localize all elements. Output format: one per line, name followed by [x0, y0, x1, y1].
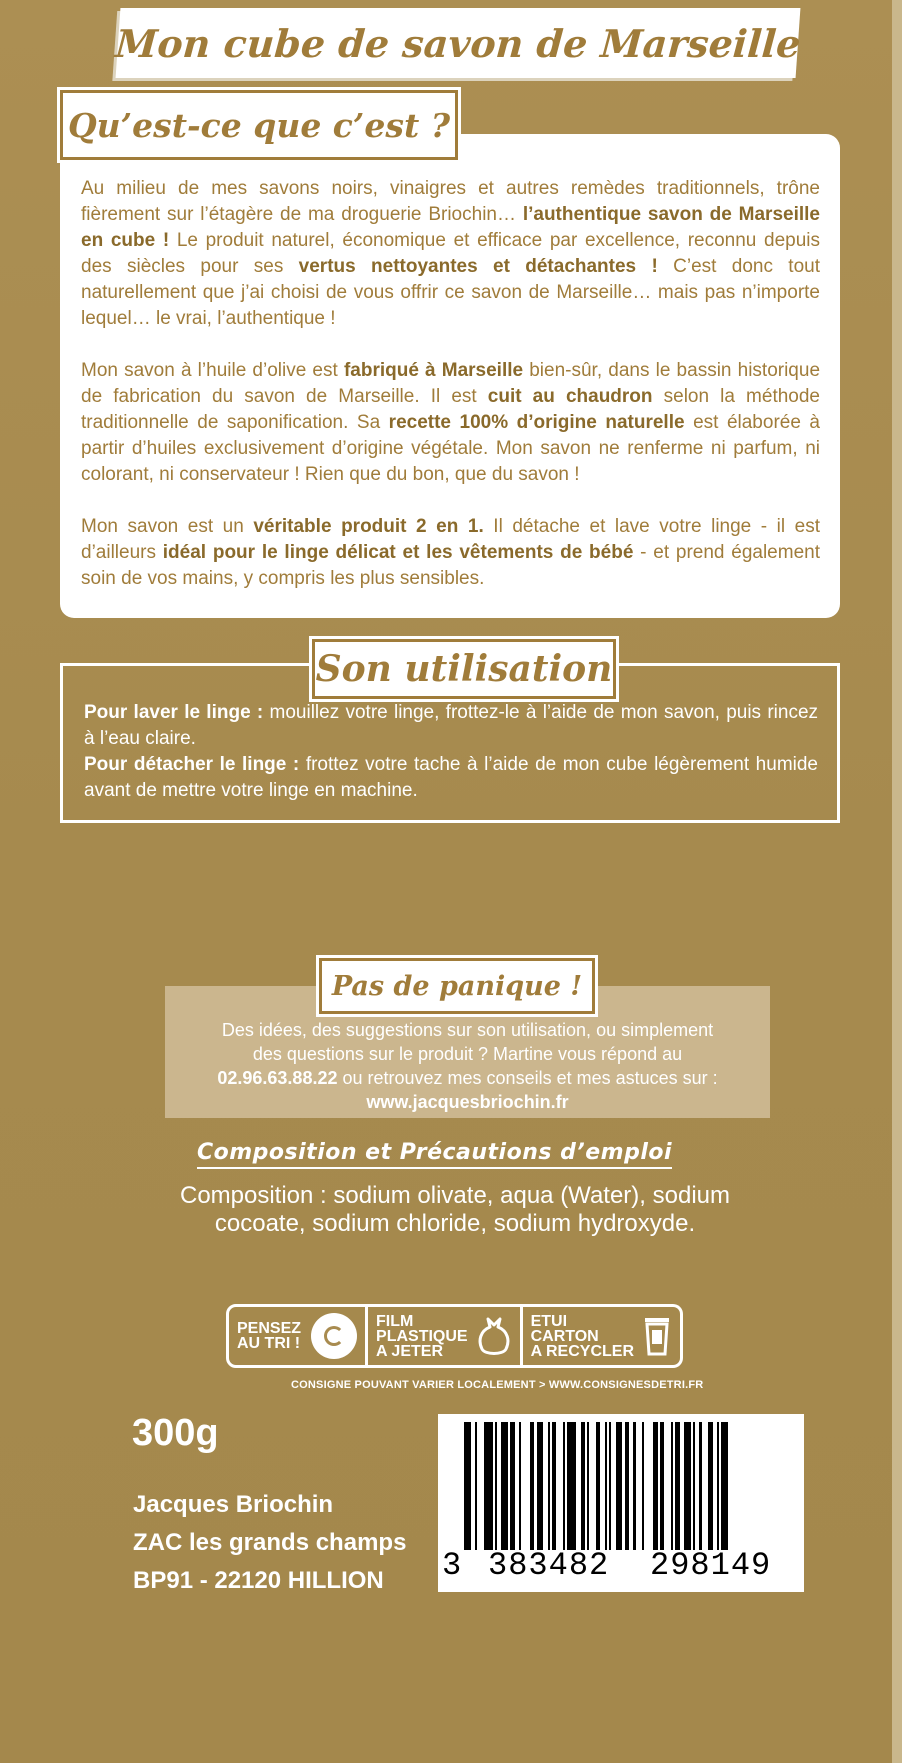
- barcode-bar: [484, 1422, 493, 1550]
- barcode-bar: [642, 1422, 644, 1550]
- barcode-bar: [675, 1422, 679, 1550]
- barcode-right-digits: 298149: [650, 1547, 772, 1584]
- composition-text: [160, 1182, 750, 1238]
- barcode-bar: [530, 1422, 534, 1550]
- barcode-bar: [721, 1422, 728, 1550]
- description-paragraph-3: [81, 514, 820, 592]
- trash-bag-icon: [476, 1315, 512, 1357]
- usage-wash-label: Pour laver le linge :: [84, 702, 264, 723]
- description-paragraph-1: [81, 176, 820, 332]
- sort-reminder-line-1: PENSEZ: [237, 1320, 302, 1337]
- body-text: est élaborée à partir d’huiles exclusivement d’origine végétale. Mon savon ne renferme ni parfum, ni colorant, ni conservateur ! Rien que du bon, que du savon !: [81, 412, 820, 485]
- barcode-bar: [693, 1422, 695, 1550]
- body-text: selon la méthode traditionnelle de saponification. Sa: [81, 386, 820, 433]
- address-street: ZAC les grands champs: [133, 1529, 407, 1556]
- barcode-bar: [464, 1422, 471, 1550]
- barcode-bar: [563, 1422, 565, 1550]
- barcode-bar: [684, 1422, 691, 1550]
- body-text: - et prend également soin de vos mains, y compris les plus sensibles.: [81, 542, 820, 589]
- barcode-bar: [510, 1422, 514, 1550]
- composition-heading: Composition et Précautions d’emploi: [197, 1140, 672, 1169]
- emphasis-text: vertus nettoyantes et détachantes !: [298, 256, 658, 277]
- emphasis-text: véritable produit 2 en 1.: [253, 516, 484, 537]
- body-text: C’est donc tout naturellement que j’ai choisi de vous offrir ce savon de Marseille… mais pas n’importe lequel… le vrai, l’authentique !: [81, 256, 820, 329]
- carton-box: [523, 1304, 683, 1368]
- barcode-bar: [671, 1422, 673, 1550]
- body-text: Au milieu de mes savons noirs, vinaigres et autres remèdes traditionnels, trône fièrement sur l’étagère de ma droguerie Briochin…: [81, 178, 820, 225]
- contact-line-3: [175, 1066, 760, 1090]
- usage-stain: [84, 752, 818, 804]
- usage-stain-text: frottez votre tache à l’aide de mon cube légèrement humide avant de mettre votre linge en machine.: [84, 754, 818, 801]
- panic-heading: Pas de panique !: [319, 958, 595, 1014]
- emphasis-text: recette 100% d’origine naturelle: [388, 412, 685, 433]
- barcode-bar: [567, 1422, 576, 1550]
- barcode-bar: [475, 1422, 477, 1550]
- composition-line-2: cocoate, sodium chloride, sodium hydroxyde.: [214, 1210, 696, 1237]
- barcode-bar: [660, 1422, 664, 1550]
- barcode-bars: [464, 1422, 784, 1550]
- body-text: Il détache et lave votre linge - il est d’ailleurs: [81, 516, 821, 563]
- recycling-info: [226, 1304, 683, 1368]
- barcode-bar: [581, 1422, 585, 1550]
- plastic-film-box: [368, 1304, 523, 1368]
- plastic-film-line-3: A JETER: [376, 1342, 443, 1360]
- carton-line-2: CARTON: [530, 1327, 599, 1345]
- usage-wash: [84, 700, 818, 752]
- contact-line-1: Des idées, des suggestions sur son utilisation, ou simplement: [221, 1020, 714, 1040]
- sort-reminder-box: [226, 1304, 368, 1368]
- company-name: Jacques Briochin: [133, 1491, 334, 1518]
- contact-line-2: des questions sur le produit ? Martine vous répond au: [252, 1044, 683, 1064]
- body-text: Mon savon est un: [81, 516, 254, 537]
- product-title: Mon cube de savon de Marseille: [116, 8, 801, 78]
- barcode-bar: [717, 1422, 719, 1550]
- label-edge: [892, 0, 902, 1763]
- emphasis-text: l’authentique savon de Marseille en cube !: [81, 204, 820, 251]
- address-city: BP91 - 22120 HILLION: [133, 1567, 384, 1594]
- barcode-bar: [605, 1422, 607, 1550]
- composition-line-1: Composition : sodium olivate, aqua (Water), sodium: [179, 1182, 730, 1209]
- contact-line-4: [175, 1090, 760, 1114]
- barcode-bar: [548, 1422, 550, 1550]
- emphasis-text: cuit au chaudron: [487, 386, 653, 407]
- description-card: [60, 134, 840, 618]
- contact-line-3-text: ou retrouvez mes conseils et mes astuces sur :: [337, 1068, 718, 1088]
- barcode-bar: [625, 1422, 629, 1550]
- barcode-bar: [616, 1422, 623, 1550]
- recycle-arrow-icon: [311, 1313, 357, 1359]
- barcode-bar: [699, 1422, 701, 1550]
- contact-website: www.jacquesbriochin.fr: [366, 1092, 569, 1112]
- barcode-bar: [587, 1422, 589, 1550]
- barcode-bar: [552, 1422, 556, 1550]
- body-text: Le produit naturel, économique et efficace par excellence, reconnu depuis des siècles pour ses: [81, 230, 821, 277]
- recycling-bin-icon: [642, 1314, 672, 1358]
- carton-line-1: ETUI: [530, 1312, 568, 1330]
- barcode-bar: [653, 1422, 657, 1550]
- net-weight: 300g: [132, 1412, 219, 1454]
- plastic-film-line-1: FILM: [376, 1312, 414, 1330]
- barcode-bar: [501, 1422, 508, 1550]
- manufacturer-address: [133, 1486, 406, 1600]
- carton-line-3: A RECYCLER: [530, 1342, 634, 1360]
- barcode-bar: [495, 1422, 497, 1550]
- body-text: Mon savon à l’huile d’olive est: [81, 360, 344, 381]
- barcode-bar: [519, 1422, 521, 1550]
- description-paragraph-2: [81, 358, 820, 488]
- barcode-left-digits: 383482: [488, 1547, 610, 1584]
- barcode-bar: [596, 1422, 600, 1550]
- plastic-film-line-2: PLASTIQUE: [376, 1327, 468, 1345]
- barcode-bar: [708, 1422, 712, 1550]
- sort-reminder-line-2: AU TRI !: [237, 1335, 301, 1352]
- usage-stain-label: Pour détacher le linge :: [84, 754, 300, 775]
- emphasis-text: fabriqué à Marseille: [343, 360, 524, 381]
- body-text: bien-sûr, dans le bassin historique de fabrication du savon de Marseille. Il est: [81, 360, 821, 407]
- usage-heading: Son utilisation: [312, 639, 616, 699]
- sorting-note: CONSIGNE POUVANT VARIER LOCALEMENT > WWW.CONSIGNESDETRI.FR: [291, 1379, 704, 1391]
- barcode-bar: [537, 1422, 544, 1550]
- what-is-it-heading: Qu’est-ce que c’est ?: [60, 90, 458, 160]
- barcode-first-digit: 3: [442, 1547, 462, 1584]
- barcode-bar: [609, 1422, 611, 1550]
- barcode: [438, 1414, 804, 1592]
- usage-wash-text: mouillez votre linge, frottez-le à l’aide de mon savon, puis rincez à l’eau claire.: [84, 702, 819, 749]
- barcode-bar: [633, 1422, 635, 1550]
- contact-phone: 02.96.63.88.22: [217, 1068, 338, 1088]
- emphasis-text: idéal pour le linge délicat et les vêtements de bébé: [162, 542, 634, 563]
